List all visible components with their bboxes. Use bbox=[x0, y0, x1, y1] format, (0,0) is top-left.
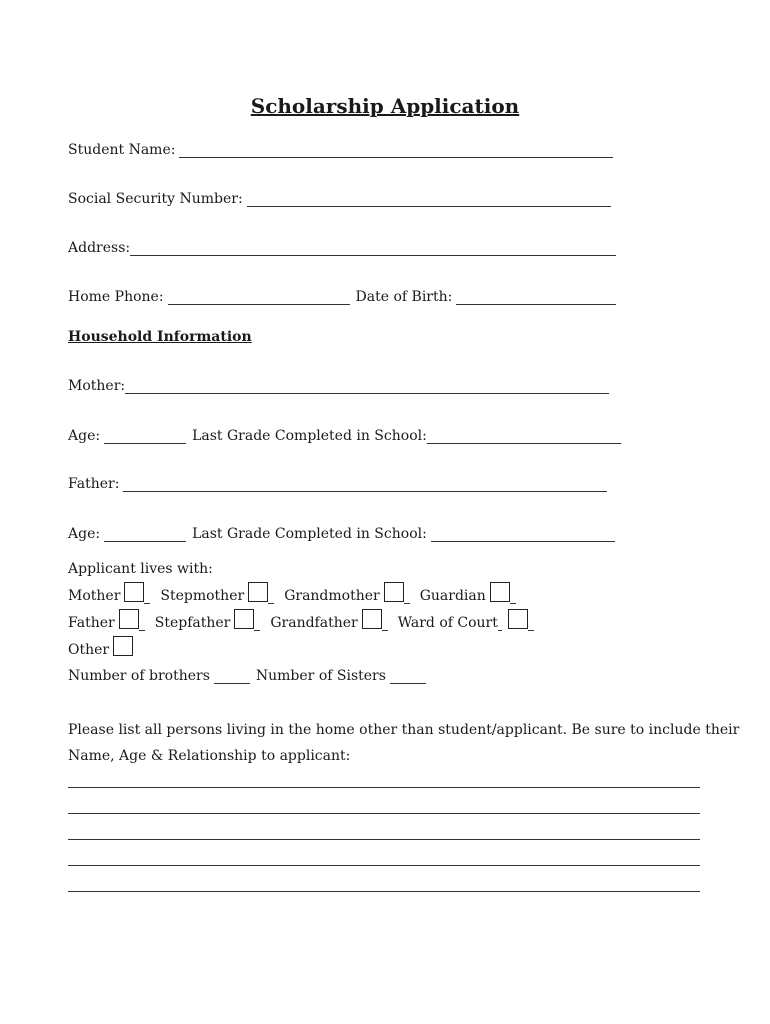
option-guardian bbox=[420, 584, 518, 604]
mother-label: Mother: bbox=[68, 378, 126, 394]
household-member-line-1[interactable] bbox=[68, 787, 700, 788]
household-member-line-4[interactable] bbox=[68, 865, 700, 866]
option-mother bbox=[68, 584, 152, 604]
guardian-checkbox[interactable] bbox=[490, 582, 510, 602]
home-phone-label: Home Phone: bbox=[68, 289, 164, 305]
father-row bbox=[68, 472, 613, 492]
lives-with-row-3 bbox=[68, 638, 141, 658]
instruction-text-1: Please list all persons living in the home other than student/applicant. Be sure to include their bbox=[68, 722, 740, 738]
option-label: Ward of Court bbox=[397, 615, 498, 631]
grandmother-checkbox[interactable] bbox=[384, 582, 404, 602]
household-member-line-3[interactable] bbox=[68, 839, 700, 840]
option-label: Grandmother bbox=[284, 588, 380, 604]
dob-label: Date of Birth: bbox=[355, 289, 453, 305]
mother-checkbox[interactable] bbox=[124, 582, 144, 602]
option-father bbox=[68, 611, 147, 631]
option-label: Mother bbox=[68, 588, 121, 604]
household-heading: Household Information bbox=[68, 329, 252, 345]
siblings-row bbox=[68, 664, 432, 684]
option-label: Stepfather bbox=[154, 615, 231, 631]
option-grandfather bbox=[270, 611, 389, 631]
option-label: Grandfather bbox=[270, 615, 358, 631]
sisters-label: Number of Sisters bbox=[255, 668, 386, 684]
father-grade-label: Last Grade Completed in School: bbox=[192, 526, 427, 542]
option-label: Other bbox=[68, 642, 110, 658]
household-member-line-2[interactable] bbox=[68, 813, 700, 814]
stepfather-checkbox[interactable] bbox=[234, 609, 254, 629]
mother-age-label: Age: bbox=[68, 428, 101, 444]
mother-grade-field[interactable] bbox=[427, 429, 621, 444]
page-title: Scholarship Application bbox=[250, 94, 520, 118]
phone-dob-row bbox=[68, 285, 622, 305]
student-name-label: Student Name: bbox=[68, 142, 176, 158]
address-field[interactable] bbox=[130, 241, 616, 256]
instruction-text-2: Name, Age & Relationship to applicant: bbox=[68, 748, 351, 764]
option-stepfather bbox=[155, 611, 263, 631]
option-other bbox=[68, 638, 133, 658]
ssn-label: Social Security Number: bbox=[68, 191, 243, 207]
address-label: Address: bbox=[68, 240, 131, 256]
mother-age-grade-row bbox=[68, 424, 627, 444]
instruction-line-1 bbox=[68, 718, 739, 738]
lives-with-label-row bbox=[68, 557, 213, 577]
option-grandmother bbox=[284, 584, 412, 604]
household-heading-row bbox=[68, 325, 252, 345]
ssn-row bbox=[68, 187, 617, 207]
mother-field[interactable] bbox=[125, 379, 609, 394]
dob-field[interactable] bbox=[456, 290, 616, 305]
father-age-grade-row bbox=[68, 522, 621, 542]
home-phone-field[interactable] bbox=[168, 290, 350, 305]
instruction-line-2 bbox=[68, 744, 350, 764]
father-age-label: Age: bbox=[68, 526, 101, 542]
ward-of-court-checkbox[interactable] bbox=[508, 609, 528, 629]
brothers-field[interactable] bbox=[214, 669, 250, 684]
grandfather-checkbox[interactable] bbox=[362, 609, 382, 629]
student-name-field[interactable] bbox=[179, 143, 613, 158]
stepmother-checkbox[interactable] bbox=[248, 582, 268, 602]
option-label: Guardian bbox=[419, 588, 486, 604]
mother-grade-label: Last Grade Completed in School: bbox=[192, 428, 427, 444]
father-checkbox[interactable] bbox=[119, 609, 139, 629]
student-name-row bbox=[68, 138, 619, 158]
household-member-line-5[interactable] bbox=[68, 891, 700, 892]
mother-row bbox=[68, 374, 615, 394]
lives-with-label: Applicant lives with: bbox=[68, 561, 213, 577]
sisters-field[interactable] bbox=[390, 669, 426, 684]
father-field[interactable] bbox=[123, 477, 607, 492]
lives-with-row-1 bbox=[68, 584, 526, 604]
other-checkbox[interactable] bbox=[113, 636, 133, 656]
father-grade-field[interactable] bbox=[431, 527, 615, 542]
father-age-field[interactable] bbox=[104, 527, 186, 542]
brothers-label: Number of brothers bbox=[68, 668, 210, 684]
lives-with-row-2 bbox=[68, 611, 544, 631]
mother-age-field[interactable] bbox=[104, 429, 186, 444]
option-ward-of-court bbox=[398, 611, 536, 631]
ssn-field[interactable] bbox=[247, 192, 611, 207]
option-label: Father bbox=[68, 615, 115, 631]
option-label: Stepmother bbox=[160, 588, 245, 604]
address-row bbox=[68, 236, 622, 256]
father-label: Father: bbox=[68, 476, 120, 492]
option-stepmother bbox=[160, 584, 276, 604]
